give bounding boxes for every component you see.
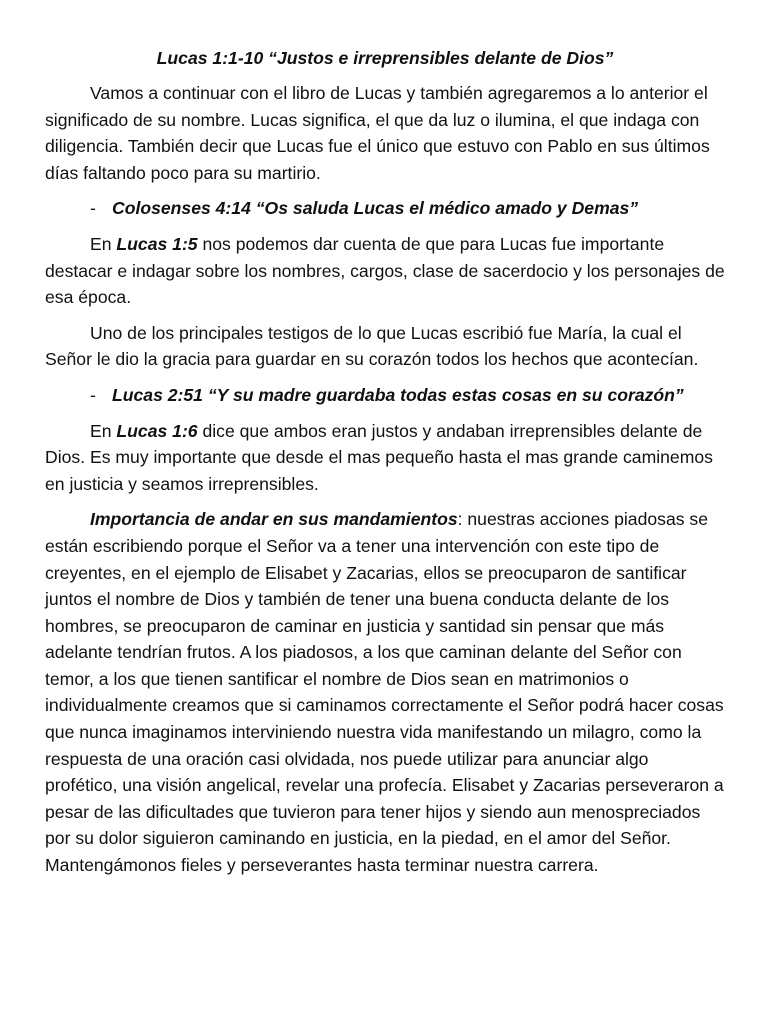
scripture-reference: Lucas 1:6 xyxy=(116,420,198,441)
document-title: Lucas 1:1-10 “Justos e irreprensibles delante de Dios” xyxy=(156,48,614,68)
scripture-reference: Lucas 1:5 xyxy=(116,233,198,254)
bullet-dash: - xyxy=(90,198,96,219)
text-before: En xyxy=(90,233,117,254)
text-after: dice que ambos eran justos y andaban irreprensibles delante de Dios. Es muy importante que desde el mas pequeño hasta el mas grande caminemos en justicia y seamos irreprensibles. xyxy=(45,420,713,494)
verse-text: Lucas 2:51 “Y su madre guardaba todas estas cosas en su corazón” xyxy=(112,384,684,405)
verse-quote-colosenses xyxy=(45,195,725,222)
paragraph-maria: Uno de los principales testigos de lo que Lucas escribió fue María, la cual el Señor le dio la gracia para guardar en su corazón todos los hechos que acontecían. xyxy=(45,322,699,370)
paragraph-lucas-1-5 xyxy=(45,231,725,311)
section-heading: Importancia de andar en sus mandamientos xyxy=(90,509,458,530)
paragraph-lucas-1-6 xyxy=(45,418,725,498)
paragraph-body: : nuestras acciones piadosas se están escribiendo porque el Señor va a tener una intervención con este tipo de creyentes, en el ejemplo de Elisabet y Zacarias, ellos se preocuparon de santificar juntos el nombre de Dios y también de tener una buena conducta delante de los hombres, se preocuparon de caminar en justicia y santidad sin pensar que más adelante tendrían frutos. A los piadosos, a los que caminan delante del Señor con temor, a los que tienen santificar el nombre de Dios sean en matrimonios o individualmente creamos que si caminamos correctamente el Señor podrá hacer cosas que nunca imaginamos interviniendo nuestra vida manifestando un milagro, como la respuesta de una oración casi olvidada, nos puede utilizar para anunciar algo profético, una visión angelical, revelar una profecía. Elisabet y Zacarias perseveraron a pesar de las dificultades que tuvieron para tener hijos y siendo aun menospreciados por su dolor siguieron caminando en justicia, en la piedad, en el amor del Señor. Mantengámonos fieles y perseverantes hasta terminar nuestra carrera. xyxy=(45,509,724,876)
text-before: En xyxy=(90,420,117,441)
bullet-dash: - xyxy=(90,384,96,405)
verse-quote-lucas-2-51 xyxy=(45,382,725,409)
paragraph-intro: Vamos a continuar con el libro de Lucas y también agregaremos a lo anterior el significado de su nombre. Lucas significa, el que da luz o ilumina, el que indaga con diligencia. También decir que Lucas fue el único que estuvo con Pablo en sus últimos días faltando poco para su martirio. xyxy=(45,83,710,183)
document-page xyxy=(45,44,725,888)
verse-text: Colosenses 4:14 “Os saluda Lucas el médico amado y Demas” xyxy=(112,198,639,219)
paragraph-importancia xyxy=(45,506,725,878)
text-after: nos podemos dar cuenta de que para Lucas fue importante destacar e indagar sobre los nombres, cargos, clase de sacerdocio y los personajes de esa época. xyxy=(45,233,725,308)
